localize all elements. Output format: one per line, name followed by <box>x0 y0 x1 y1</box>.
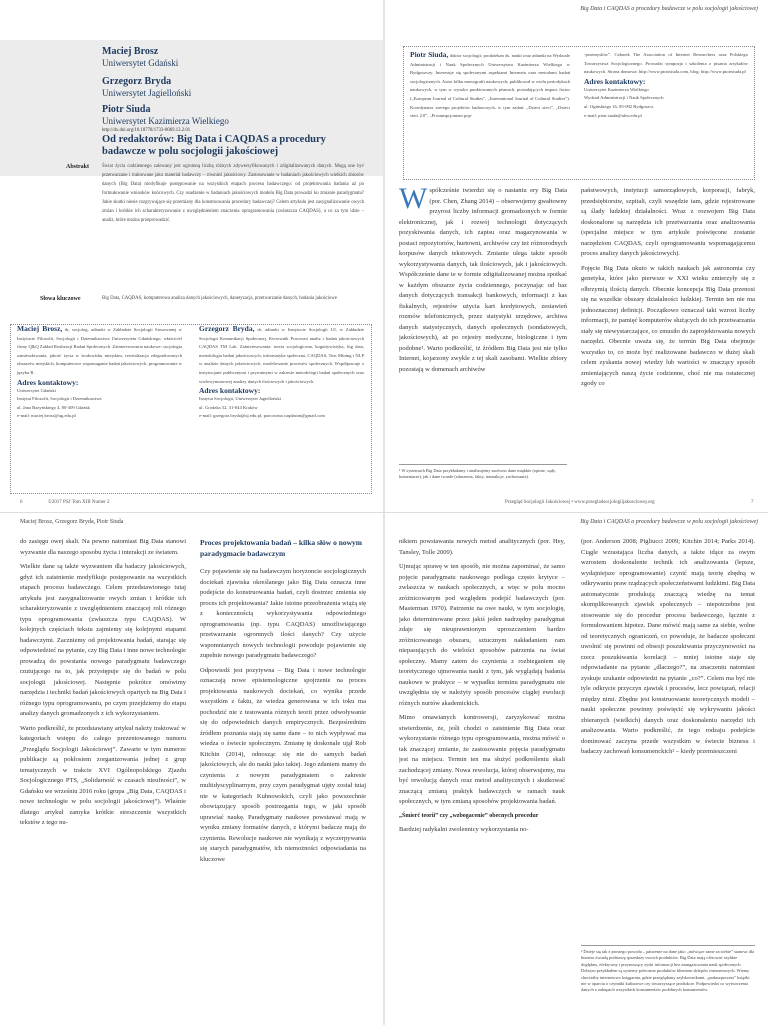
running-head: Big Data i CAQDAS a procedury badawcze w polu socjologii jakościowej <box>580 519 758 525</box>
drop-cap: W <box>399 186 428 215</box>
email-link[interactable]: e-mail: maciej.brosz@ug.edu.pl <box>17 413 76 419</box>
bio-text: dr, socjolog, adiunkt w Zakładzie Socjologii Stosowanej w Instytucie Filozofii, Socjologii i Dziennikarstwa Uniwersytetu Gdańskiego, właściciel firmy Q&Q Zakład Realizacji Badań Społecznych. Zainteresowania naukowe: socjologia zamieszkiwania, jakość życia w środowisku miejskim, rewitalizacja zdegradowanych obszarów miejskich, komputerowe wspomaganie badań jakościowych, programowanie w języku R. <box>17 327 182 375</box>
page-7 <box>385 0 768 512</box>
body-paragraph: Wielkie dane są także wyzwaniem dla badaczy jakościowych, gdyż ich zaistnienie modyfikuje postępowanie na wszystkich etapach procesu badawczego. Celem przedstawionego tutaj artykułu jest zasygnalizowanie owych zmian i krótkie ich scharakteryzowanie z uwzględnieniem znaczącej roli różnego typu oprogramowania (zwłaszcza typu CAQDAS). W kolejnych częściach tekstu zajmiemy się kolejnymi etapami badawczymi. Zaczniemy od projektowania badań, starając się odpowiedzieć na pytanie, czy Big Data i inne nowe technologie prowadzą do powstania nowego paradygmatu badawczego rzutującego na to, jak przystępuje się do badań w polu socjologii jakościowej. Następnie pokrótce omówimy narzędzia i techniki badań jakościowych opartych na Big Data i różnego typu oprogramowaniu, po czym przejdziemy do etapu analizy danych gromadzonych z ich wykorzystaniem. <box>20 563 186 717</box>
page-6 <box>0 0 383 512</box>
email-link[interactable]: e-mail: grzegorz.bryda@uj.edu.pl; pracownia.caqdastm@gmail.com <box>199 413 325 419</box>
bio-text-continued: -przemysłów”. Członek The Association of Internet Researchers oraz Polskiego Towarzystwa Socjologicznego. Prowadzi sympozja i szkolenia z pisania artykułów naukowych. Strona domowa: http://www.piotrsiuda.com, blog: http://www.piotrsiuda.pl <box>584 52 748 75</box>
bio-name: Maciej Brosz, <box>17 324 63 333</box>
address-heading: Adres kontaktowy: <box>584 76 646 86</box>
article-title: Od redaktorów: Big Data i CAQDAS a procedury badawcze w polu socjologii jakościowej <box>102 134 326 157</box>
bottom-spread <box>0 512 768 1025</box>
page-9 <box>385 513 768 1025</box>
author-affiliation: Uniwersytet Jagielloński <box>102 88 192 98</box>
body-paragraph: do zasięgu owej skali. Na pewno natomiast Big Data stanowi wyzwanie dla naszego sposobu życia i interakcji ze światem. <box>20 538 186 556</box>
footnote: ² Dzieje się tak z prostego powodu – patrzenie na dane jako „mówiące same za siebie” stanowi dla biznesu światłą podstawę sprzedaży swoich produktów. Big Data mają oferować szybkie dogłębny, efektywny i przynoszący zyski informacji bez zaangażowania nauk społecznych. Dobrym przykładem są systemy polecania produktów klientom sklepów internetowych. Wiemy chociażby internetowo księgarnia, gdzie przeglądamy szybkownikami, „podaszpocrasa” książki nie w oparciu o czynniki kulturowe czy towarzyszące produkcie. Podpowiedzi co wytworzenia danych o zakupach wszystkich konsumentów podobnych konsumentów. <box>581 945 755 1025</box>
running-head: Big Data i CAQDAS a procedury badawcze w polu socjologii jakościowej <box>580 6 758 12</box>
body-paragraph: Odpowiedź jest pozytywna – Big Data i nowe technologie oznaczają nowe epistemologiczne spojrzenie na proces projektowania naukowych dociekań, co wynika przede wszystkim z faktu, że wiedza generowana w ich toku ma pochodzić nie z testowania różnych teorii przez odwoływanie się do odpowiednich danych empirycznych. Bezpośrednim źródłem poznania stają się same dane – to nich wypływać ma wiedza o świecie społecznym. Zmianę tę doskonale ujął Rob Kitchin (2014), odnosząc się nie do samych badań jakościowych, ale do nauki jako takiej. Jego zdaniem mamy do czynienia z nowym paradygmatem o zakresie multidyscyplinarnym, przy czym paradygmat ujęty został tutaj nie w kategoriach Kuhnowskich, czyli jako powszechnie obowiązujący sposób postrzegania tego, w jaki sposób uprawiać naukę. Paradygmaty naukowe powstawać mają w wyniku zmiany formatów danych, z którymi badacze mają do czynienia. Rewolucje naukowe nie wynikają z wyczerpywania się starych paradygmatów, ich niemożności odpowiadania na kluczowe <box>200 666 366 863</box>
subsection-title: „Śmierć teorii” czy „wzbogacenie” obecnych procedur <box>399 812 539 819</box>
author-name: Piotr Siuda <box>102 104 151 115</box>
bio-text: doktor socjologii; prodziekan ds. nauki oraz adiunkt na Wydziale Administracji i Nauk Społecznych Uniwersytetu Kazimierza Wielkiego w Bydgoszczy. Interesuje się społecznymi aspektami Internetu oraz metodami badań socjologicznych. Autor kilku monografii naukowych; publikował w wielu periodykach naukowych, w tym w wysoko punktowanych pismach, posiadających impact factor („European Journal of Cultural Studies”, „International Journal of Cultural Studies”). Koordynator szeregu projektów badawczych, w tym zadań: „Dzieci sieci”, „Dzieci sieci 2.0”, „Prosumpcjonizm pop- <box>410 53 571 119</box>
bio-text: dr, adiunkt w Instytucie Socjologii UJ, w Zakładzie Socjologii Komunikacji Społecznej, Kierownik Pracowni analiz i badań jakościowych CAQDAS TM Lab. Zainteresowania: teoria socjologiczna, kognitywistyka, big data, metodologia badań jakościowych, informatyka społeczna, CAQDAS, Text Mining i NLP w analizie danych jakościowych, modelowanie procesów społecznych. Współpracuje z instytucjami publicznymi i prywatnymi w zakresie metodologii badań społecznych oraz wielowymiarowej analizy danych ilościowych i jakościowych. <box>199 327 364 384</box>
keywords-label: Słowa kluczowe <box>40 296 81 302</box>
author-name: Maciej Brosz <box>102 46 159 57</box>
body-column-1 <box>20 537 186 1025</box>
body-column-2 <box>581 537 755 937</box>
bio-box-siuda <box>403 46 755 180</box>
page-footer: Przegląd Socjologii Jakościowej • www.przegladsocjologiijakosciowej.org <box>505 500 655 505</box>
keywords-text: Big Data, CAQDAS, komputerowa analiza danych jakościowych, danetyzacja, przetwarzanie danych, badania jakościowe <box>102 296 337 301</box>
body-paragraph: Czy pojawienie się na badawczym horyzoncie socjologicznych dociekań zjawiska określanego jako Big Data oznacza inne podejście do konstruowania badań, czyli dostrzec zmienia się proces ich projektowania? Jakie istotne przeobrażenia wiążą się z koniecznością wykorzystywania odpowiedniego oprogramowania (np. typu CAQDAS) umożliwiającego przetwarzanie ogromnych ilości danych? Czy użycie wspomnianych nowych technologii powoduje pojawienie się zupełnie nowego paradygmatu badawczego? <box>200 568 366 659</box>
body-column-1 <box>399 186 567 454</box>
address-heading: Adres kontaktowy: <box>17 377 79 387</box>
address-line: Uniwersytet Kazimierza Wielkiego <box>584 86 649 92</box>
author-affiliation: Uniwersytet Kazimierza Wielkiego <box>102 116 229 126</box>
page-number: 6 <box>20 500 23 505</box>
body-paragraph: Warto podkreślić, że przedstawiany artykuł należy traktować w kategoriach wstępu do całego prezentowanego numeru „Przeglądu Socjologii Jakościowej”. Zawarte w tym numerze publikacje są pokłosiem zorganizowania jednej z grup tematycznych w trakcie XVI Ogólnopolskiego Zjazdu Socjologicznego PTS, „Solidarność w czasach nieufności”, w Gdańsku we wrześniu 2016 roku (grupa „Big Data, CAQDAS i nowe technologie w polu socjologii jakościowej”). Właśnie dlatego artykuł zamyka krótkie streszczenie wszystkich tekstów z tego nu- <box>20 724 186 826</box>
body-paragraph: Ujmując sprawę w ten sposób, nie można zapominać, że samo pojęcie paradygmatu naukowego podlega często krytyce – zwłaszcza w naukach społecznych, a więc w polu mocno zróżnicowanym pod względem podejść badawczych (por. Masterman 1970). Patrzenie na owe nauki, w tym socjologię, jako determinowane przez jakiś jeden nadrzędny paradygmat zdaje się nieuprawnionym uproszczeniem bardzo zróżnicowanego obszaru, sztucznym nakładaniem ram niepasujących do wielości sposobów patrzenia na świat społeczny. Mamy zatem do czynienia z rozbieganiem się teoretycznego ujmowania nauki z tym, jak wyglądają badania naukowe w praktyce – w wypadku terminu paradygmatu nie uwzględnia się w należyty sposób procesów ciągłej ewolucji różnych nurtów akademickich. <box>399 563 565 707</box>
address-heading: Adres kontaktowy: <box>199 386 261 396</box>
top-spread <box>0 0 768 512</box>
author-name: Grzegorz Bryda <box>102 76 172 87</box>
body-paragraph: Pojęcie Big Data ukuto w takich naukach jak astronomia czy genetyka, które jako pierwsze w XXI wieku zmierzyły się z olbrzymią ilością danych. Obecnie koncepcja Big Data przenosi się na wszelkie obszary działalności ludzkiej. Termin ten nie ma jednoznacznej definicji. Początkowo oznaczał taki wzrost liczby informacji, że pamięć komputerów służących do ich przetwarzania stały się niewystarczające, co zmusiło do zaprojektowania nowych narzędzi. Obecnie uważa się, że termin Big Data obejmuje wszystko to, co może być realizowane badawczo w dużej skali celem zyskania nowej wiedzy lub wartości w znaczący sposób zmieniających naszą życie codzienne, choć nie ma ostatecznej zgody co <box>581 264 755 387</box>
body-paragraph: spółcześnie twierdzi się o nastaniu ery Big Data (por. Chen, Zhang 2014) – obserwujemy gwałtowny przyrost liczby informacji gromadzonych w formie elektronicznej, jak i rozwój technologii dotyczących pozyskiwania danych, ich zapisu oraz magazynowania w postaci repozytoriów, hurtowni, archiwów czy też różnorodnych korpusów danych tekstowych. Zmianie ulega także sposób wykorzystywania danych, tak ilościowych, jak i jakościowych. Współcześnie dane te w formie zdigitalizowanej można spotkać w każdym obszarze życia codziennego, poczynając od baz danych dotyczących transakcji bankowych, informacji z kas fiskalnych, rejestrów użycia kart kredytowych, zestawień rozmów telefonicznych, przez statystyki urzędowe, archiwa danych statystycznych, danych społecznych (sondażowych, jakościowych), aż po rejestry medyczne, biologiczne i tym podobne¹. Warto podkreślić, iż źródłem Big Data jest nie tylko Internet, kojarzony zwykle z tej skali zasobami. Wielkie zbiory pozostają w domenach archiwów <box>399 187 567 373</box>
body-column-1 <box>399 537 565 1025</box>
section-title: Proces projektowania badań – kilka słów o nowym paradygmacie badawczym <box>200 538 363 558</box>
bio-brosz <box>17 325 182 493</box>
doi-link[interactable]: http://dx.doi.org/10.18778/1733-8069.13.2.01 <box>102 128 191 133</box>
address-line: Instytut Socjologii, Uniwersytet Jagielloński <box>199 396 281 402</box>
address-line: Wydział Administracji i Nauk Społecznych <box>584 95 664 101</box>
body-paragraph: nikiem powstawania nowych metod analitycznych (por. Hey, Tansley, Tolle 2009). <box>399 538 565 556</box>
body-column-2 <box>581 186 755 494</box>
body-paragraph: Bardziej radykalni zwolennicy wykorzystania no- <box>399 825 529 833</box>
authors-block <box>0 40 383 176</box>
body-paragraph: państwowych, instytucji samorządowych, korporacji, fabryk, przedsiębiorstw, szpitali, czyli wszędzie tam, gdzie rejestrowane są ślady ludzkiej działalności. Wraz z rozwojem Big Data doskonalone są narzędzia ich przetwarzania oraz analizowania (specjalne miejsce w tym artykule poświęcone zostanie narzędziom CAQDAS, czyli oprogramowaniu wspomagającemu proces analizy danych jakościowych). <box>581 187 755 257</box>
address-line: ul. Jana Bażyńskiego 4, 80-309 Gdańsk <box>17 404 90 410</box>
author-bios-box <box>10 324 372 494</box>
bio-name: Grzegorz Bryda, <box>199 324 255 333</box>
page-footer: ©2017 PSJ Tom XIII Numer 2 <box>48 500 110 505</box>
body-paragraph: Mimo omawianych kontrowersji, zaryzykować można stwierdzenie, że, jeśli chodzi o zaistnienie Big Data oraz wykorzystanie różnego typu oprogramowania, można mówić o tak znaczącej zmianie, że zastosowanie pojęcia paradygmatu jest na miejscu. Termin ten ma służyć podkreśleniu skali zachodzącej zmiany. Nowa rewolucja, której obserwujemy, ma być rewolucją danych oraz metod analitycznych i skutkować znaczącą zmianą praktyk badawczych w ramach nauk społecznych, w tym zmianą sposobów projektowania badań. <box>399 714 565 805</box>
body-paragraph: (por. Anderson 2008; Pigliucci 2009; Kitchin 2014; Parks 2014). Ciągle wzrastająca liczba danych, a także idące za owym wzrostem doskonalenie technik ich analizowania (lepsze, wydajniejsze oprogramowanie) czynić mają teorię zbędną w odkrywaniu praw rządzących społeczeństwami ludzkimi. Big Data automatycznie produkują znaczącą wiedzę na temat skomplikowanych zjawisk społecznych – niepotrzebne jest stosowanie się do procedur procesu badawczego, łącznie z formułowaniem hipotez. Dane mówić mają same za siebie, wolne od teoretycznych ograniczeń, co powoduje, że badacze społeczni uwolnić się powinni od obsesji poszukiwania przyczynowości na rzecz poszukiwania korelacji – mniej istotne staje się odpowiadanie na pytanie „dlaczego?”, na znaczeniu natomiast zyskuje szukanie odpowiedzi na pytanie „co?”. Celem ma być nie tyle odkrycie przyczyn zjawisk i procesów, lecz powiązań, relacji między nimi. Zbędne jest konstruowanie teoretycznych modeli – nauki społeczne powinny poświęcić się wykrywaniu jakości zbieranych (wielkich) danych oraz doskonaleniu narzędzi ich analizowania. Warto podkreślić, że tego rodzaju podejście dominować zaczyna przede wszystkim w świecie biznesu i badaczy zachowań konsumenckich² – kiedy przemieszczeni <box>581 538 755 755</box>
email-link[interactable]: e-mail: piotr.siuda@ukw.edu.pl <box>584 112 642 118</box>
bio-name: Piotr Siuda, <box>410 50 449 59</box>
abstract-text: Świat życia codziennego zalewany jest ogromną liczbą różnych zdywersyfikowanych i zdigitalizowanych danych. Mogą one być przetwarzane i traktowane jako materiał badawczy – również jakościowy. Zastosowanie w badaniach jakościowych wielkich zbiorów danych (Big Data) modyfikuje postępowanie na wszystkich etapach procesu badawczego: od projektowania badania aż po formułowanie wniosków końcowych. Czy osadzenie w badaniach jakościowych modelu Big Data prowadzi ku zmianie paradygmatu? Jakie skutki niesie rozgrywające się przemiany dla konstruowania procedury badawczej? Celem artykułu jest zasygnalizowanie owych zmian i krótkie ich scharakteryzowanie z uwzględnieniem znaczenia oprogramowania (zwłaszcza CAQDAS), a co za tym idzie – analiz, które można przeprowadzić. <box>102 164 364 223</box>
body-column-2 <box>200 537 366 1025</box>
address-line: Uniwersytet Gdański <box>17 387 56 393</box>
footnote: ¹ W systemach Big Data przykładamy i analizujemy zarówno dane miękkie (opinie, sądy, komentarze), jak i dane twarde (zdarzenia, fakty, transakcje, zachowania). <box>399 464 567 481</box>
page-number: 7 <box>751 500 754 505</box>
running-head: Maciej Brosz, Grzegorz Bryda, Piotr Siuda <box>20 519 124 525</box>
author-affiliation: Uniwersytet Gdański <box>102 58 179 68</box>
address-line: Instytut Filozofii, Socjologii i Dziennikarstwa <box>17 396 102 402</box>
page-8 <box>0 513 383 1025</box>
bio-bryda <box>199 325 364 493</box>
address-line: ul. Grodzka 52, 31-044 Kraków <box>199 404 258 410</box>
address-line: ul. Ogińskiego 16, 85-092 Bydgoszcz <box>584 103 654 109</box>
abstract-label: Abstrakt <box>66 164 90 170</box>
